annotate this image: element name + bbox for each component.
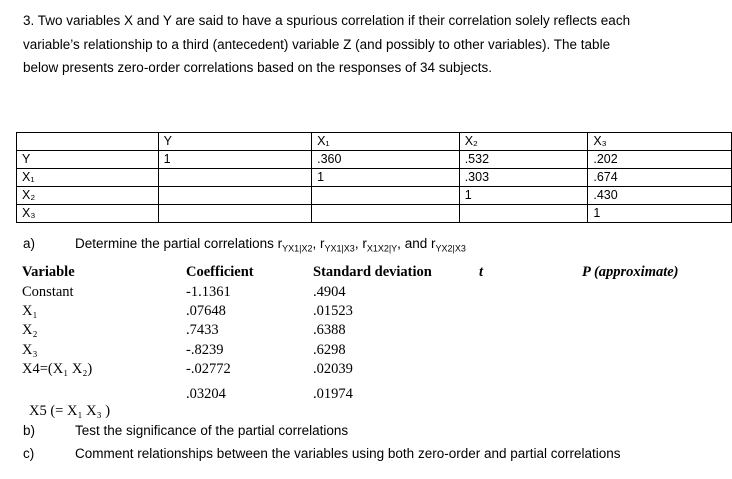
part-b-label: b)	[23, 423, 36, 438]
row-variable: X₂	[22, 322, 38, 338]
table-row	[17, 205, 732, 223]
table-cell: 1	[158, 151, 312, 169]
table-cell	[158, 205, 312, 223]
table-cell: .202	[588, 151, 732, 169]
table-row	[17, 187, 732, 205]
intro-line-1: 3. Two variables X and Y are said to have a spurious correlation if their correlation solely reflects each	[23, 13, 631, 28]
table-cell: X₂	[17, 187, 159, 205]
table-cell: .674	[588, 169, 732, 187]
table-cell: Y	[17, 151, 159, 169]
table-row	[17, 169, 732, 187]
table-cell: Y	[158, 133, 312, 151]
table-cell	[158, 169, 312, 187]
table-cell	[312, 205, 460, 223]
table-cell: X₃	[588, 133, 732, 151]
table-cell	[459, 205, 588, 223]
table-cell: X₂	[459, 133, 588, 151]
part-b-text: Test the significance of the partial correlations	[75, 423, 349, 438]
row-variable: X₁	[22, 303, 38, 319]
row-variable: X₃	[22, 342, 38, 358]
row-coefficient: -.8239	[186, 342, 224, 358]
table-row	[17, 151, 732, 169]
table-cell: .430	[588, 187, 732, 205]
table-cell: .532	[459, 151, 588, 169]
row-std-dev: .6388	[313, 322, 346, 338]
and-word: and	[404, 236, 428, 251]
table-cell: X₃	[17, 205, 159, 223]
part-a-label: a)	[23, 236, 36, 251]
col-header-variable: Variable	[22, 264, 75, 280]
row-coefficient: .03204	[186, 386, 226, 402]
partial-sub-1: YX1|X2	[282, 243, 313, 254]
row-std-dev: .01974	[313, 386, 353, 402]
part-a-text: Determine the partial correlations $r_{YX1|X2}$, $r_{YX1|X3}$, $r_{X1X2|Y}$, and $r_{YX2|X3}$	[75, 236, 466, 254]
row-std-dev: .6298	[313, 342, 346, 358]
row-coefficient: -.02772	[186, 361, 231, 377]
x5-label: X5 (= X₁ X₃ )	[29, 403, 111, 419]
col-header-std-dev: Standard deviation	[313, 264, 432, 280]
row-coefficient: .7433	[186, 322, 219, 338]
part-a-prefix: Determine the partial correlations r	[75, 236, 283, 251]
table-cell: X₁	[312, 133, 460, 151]
row-variable: X4=(X₁ X₂)	[22, 361, 93, 377]
col-header-p: P (approximate)	[582, 264, 679, 280]
table-cell: 1	[588, 205, 732, 223]
part-c-text: Comment relationships between the variables using both zero-order and partial correlations	[75, 446, 621, 461]
correlation-table	[16, 132, 732, 223]
col-header-t: t	[479, 264, 484, 280]
table-cell	[158, 187, 312, 205]
row-std-dev: .4904	[313, 284, 346, 300]
row-std-dev: .01523	[313, 303, 353, 319]
row-std-dev: .02039	[313, 361, 353, 377]
col-header-coefficient: Coefficient	[186, 264, 254, 280]
table-cell	[312, 187, 460, 205]
row-coefficient: -1.1361	[186, 284, 231, 300]
partial-sub-2: YX1|X3	[324, 243, 355, 254]
row-coefficient: .07648	[186, 303, 226, 319]
intro-line-2: variable’s relationship to a third (antecedent) variable Z (and possibly to other variables). The table	[23, 36, 611, 52]
row-variable: Constant	[22, 284, 74, 300]
table-cell: .303	[459, 169, 588, 187]
partial-sub-4: YX2|X3	[435, 243, 466, 254]
part-c-label: c)	[23, 446, 35, 461]
question-intro	[23, 9, 723, 80]
table-cell: 1	[459, 187, 588, 205]
intro-line-3: below presents zero-order correlations based on the responses of 34 subjects.	[23, 60, 493, 75]
table-cell	[17, 133, 159, 151]
partial-sub-3: X1X2|Y	[366, 243, 398, 254]
table-header-row	[17, 133, 732, 151]
table-cell: X₁	[17, 169, 159, 187]
table-cell: 1	[312, 169, 460, 187]
table-cell: .360	[312, 151, 460, 169]
